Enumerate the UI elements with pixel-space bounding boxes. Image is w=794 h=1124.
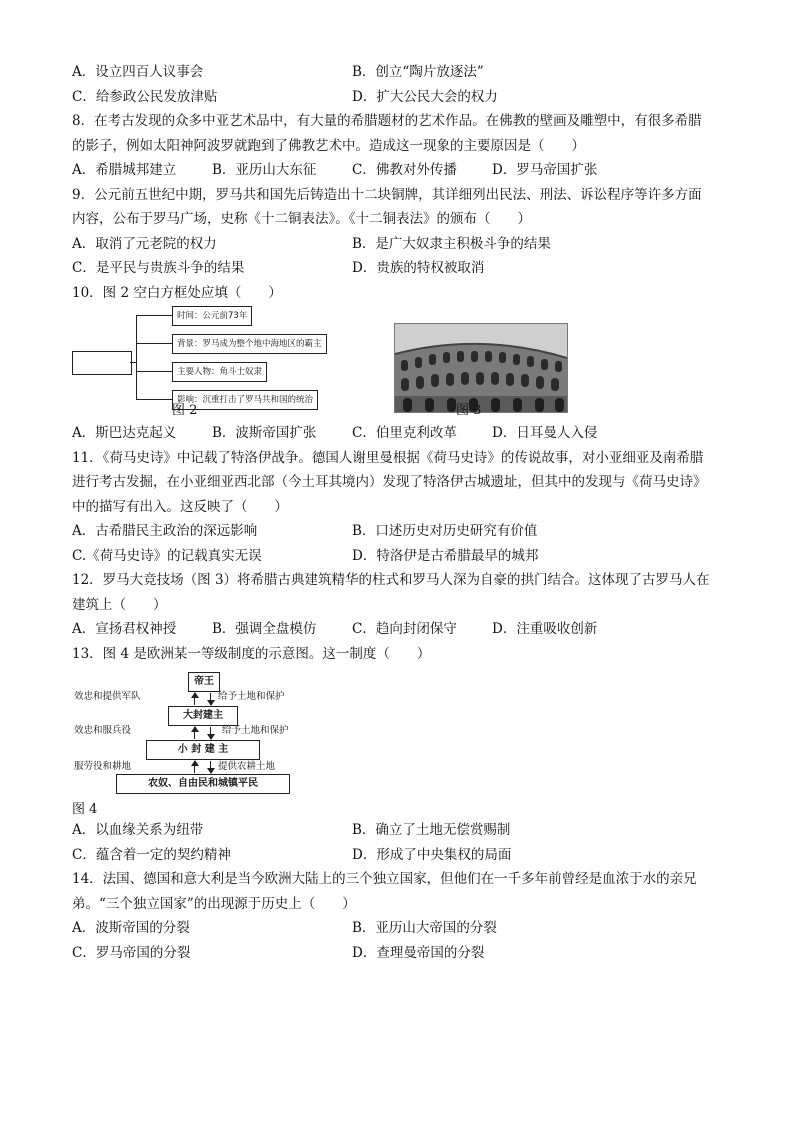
q8-option-a[interactable]: A．希腊城邦建立 [72, 162, 177, 178]
q11-option-c[interactable]: C.《荷马史诗》的记载真实无误 [72, 547, 262, 564]
q13-options-row-1 [72, 818, 732, 843]
q11-option-b[interactable]: B．口述历史对历史研究有价值 [352, 523, 538, 539]
q12-option-d[interactable]: D．注重吸收创新 [492, 621, 598, 637]
q13-stem: 13．图 4 是欧洲某一等级制度的示意图。这一制度（ ） [72, 645, 431, 662]
q14-option-d[interactable]: D．查理曼帝国的分裂 [352, 944, 485, 961]
figure-3-caption: 图 3 [456, 403, 482, 418]
q7-option-b[interactable]: B．创立“陶片放逐法” [352, 64, 484, 80]
q9-options-row-2 [72, 256, 732, 281]
q11-stem-line-2: 进行考古发掘，在小亚细亚西北部（今土耳其境内）发现了特洛伊古城遗址，但其中的发现与《荷马史诗》 [72, 474, 707, 490]
q13-options-row-2 [72, 843, 732, 868]
q8-option-b[interactable]: B．亚历山大东征 [212, 162, 317, 178]
q12-option-b[interactable]: B．强调全盘模仿 [212, 621, 317, 637]
fig4-box-great-lord: 大封建主 [168, 706, 238, 726]
q9-option-b[interactable]: B．是广大奴隶主积极斗争的结果 [352, 235, 551, 252]
fig2-label-background: 背景：罗马成为整个地中海地区的霸主 [172, 334, 327, 354]
q13-option-d[interactable]: D．形成了中央集权的局面 [352, 846, 512, 863]
fig4-left-label-2: 效忠和服兵役 [74, 725, 132, 736]
q9-options-row-1 [72, 232, 732, 257]
fig4-right-label-1: 给予土地和保护 [218, 691, 285, 702]
q13-option-c[interactable]: C．蕴含着一定的契约精神 [72, 846, 231, 863]
q8-stem-line-1: 8．在考古发现的众多中亚艺术品中，有大量的希腊题材的艺术作品。在佛教的壁画及雕塑中，有很多希腊 [72, 113, 702, 129]
figures-2-3 [72, 305, 732, 421]
q12-options [72, 617, 732, 642]
figure-2-caption: 图 2 [172, 403, 198, 418]
q11-option-d[interactable]: D．特洛伊是古希腊最早的城邦 [352, 547, 539, 564]
q7-option-c[interactable]: C．给参政公民发放津贴 [72, 88, 218, 105]
q11-option-a[interactable]: A．古希腊民主政治的深远影响 [72, 523, 258, 539]
q7-option-a[interactable]: A．设立四百人议事会 [72, 64, 204, 80]
fig2-blank-box [72, 351, 132, 375]
q12-stem-line-2: 建筑上（ ） [72, 596, 167, 613]
fig2-label-impact: 影响：沉重打击了罗马共和国的统治 [172, 390, 318, 410]
q11-stem-line-1: 11．《荷马史诗》中记载了特洛伊战争。德国人谢里曼根据《荷马史诗》的传说故事，对小亚细亚及南希腊 [72, 449, 704, 466]
q8-options [72, 158, 732, 183]
q9-option-d[interactable]: D．贵族的特权被取消 [352, 260, 485, 276]
q12-stem-line-1: 12．罗马大竞技场（图 3）将希腊古典建筑精华的柱式和罗马人深为自豪的拱门结合。这体现了古罗马人在 [72, 572, 710, 588]
q14-stem-line-2: 弟。“三个独立国家”的出现源于历史上（ ） [72, 895, 356, 912]
q10-option-d[interactable]: D．日耳曼人入侵 [492, 425, 598, 441]
q14-option-c[interactable]: C．罗马帝国的分裂 [72, 944, 191, 961]
q14-options-row-2 [72, 941, 732, 966]
q9-stem-line-1: 9．公元前五世纪中期，罗马共和国先后铸造出十二块铜牌，其详细列出民法、刑法、诉讼程序等许多方面 [72, 186, 702, 203]
q14-stem-line-1: 14．法国、德国和意大利是当今欧洲大陆上的三个独立国家，但他们在一千多年前曾经是血浓于水的亲兄 [72, 871, 697, 887]
figure-4-hierarchy-diagram [72, 666, 732, 818]
q8-stem-line-2: 的影子，例如太阳神阿波罗就跑到了佛教艺术中。造成这一现象的主要原因是（ ） [72, 137, 585, 154]
q9-option-c[interactable]: C．是平民与贵族斗争的结果 [72, 260, 245, 276]
fig4-arrow-down-2 [210, 727, 211, 739]
q14-options-row-1 [72, 916, 732, 941]
fig4-right-label-2: 给予土地和保护 [222, 725, 289, 736]
q8-option-c[interactable]: C．佛教对外传播 [352, 162, 457, 178]
q10-option-c[interactable]: C．伯里克利改革 [352, 425, 457, 441]
q12-option-a[interactable]: A．宣扬君权神授 [72, 621, 177, 637]
q10-options [72, 421, 732, 446]
q10-option-a[interactable]: A．斯巴达克起义 [72, 425, 177, 441]
fig4-arrow-up-3 [194, 761, 195, 773]
q13-option-b[interactable]: B．确立了土地无偿赏赐制 [352, 822, 511, 838]
q13-option-a[interactable]: A．以血缘关系为纽带 [72, 822, 204, 838]
q11-options-row-1 [72, 519, 732, 544]
fig4-arrow-up-1 [194, 693, 195, 705]
q7-option-d[interactable]: D．扩大公民大会的权力 [352, 88, 498, 105]
fig2-label-person: 主要人物：角斗士奴隶 [172, 362, 267, 382]
fig4-arrow-up-2 [194, 727, 195, 739]
fig4-left-label-1: 效忠和提供军队 [74, 691, 141, 702]
fig4-arrow-down-3 [210, 761, 211, 773]
q7-options-row-2 [72, 85, 732, 110]
fig2-label-time: 时间：公元前73年 [172, 306, 252, 326]
figure-4-caption: 图 4 [72, 802, 98, 817]
q10-option-b[interactable]: B．波斯帝国扩张 [212, 425, 317, 441]
exam-page [72, 60, 732, 965]
fig4-box-serfs: 农奴、自由民和城镇平民 [116, 774, 290, 794]
q14-option-b[interactable]: B．亚历山大帝国的分裂 [352, 920, 497, 936]
q11-stem-line-3: 中的描写有出入。这反映了（ ） [72, 498, 288, 515]
q14-option-a[interactable]: A．波斯帝国的分裂 [72, 920, 190, 936]
q10-stem: 10．图 2 空白方框处应填（ ） [72, 284, 282, 301]
q9-option-a[interactable]: A．取消了元老院的权力 [72, 235, 217, 252]
fig4-arrow-down-1 [210, 693, 211, 705]
fig4-left-label-3: 服劳役和耕地 [74, 761, 132, 772]
q9-stem-line-2: 内容，公布于罗马广场，史称《十二铜表法》。《十二铜表法》的颁布（ ） [72, 211, 531, 227]
fig4-box-emperor: 帝王 [188, 672, 220, 692]
q12-option-c[interactable]: C．趋向封闭保守 [352, 621, 457, 637]
fig4-box-small-lord: 小 封 建 主 [146, 740, 260, 760]
q11-options-row-2 [72, 544, 732, 569]
q8-option-d[interactable]: D．罗马帝国扩张 [492, 162, 598, 178]
fig4-right-label-3: 提供农耕土地 [218, 761, 276, 772]
q7-options-row-1 [72, 60, 732, 85]
